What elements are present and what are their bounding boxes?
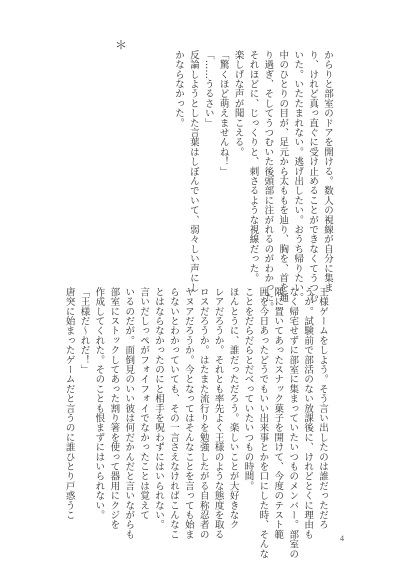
text-line: いるのだが。面倒見のいい彼は何だかんだと言いながらも [123,287,135,540]
text-line: かならなかった。 [172,50,184,128]
text-line: らないとわかっていても、その一言さえなければこんなこ [167,287,179,540]
text-line: 「王様だ〜れだ！」 [78,287,90,375]
bottom-passage [61,287,329,559]
section-break-mark: ＊ [114,38,127,52]
text-line: 隅に置いてあったスナック菓子を開けて、今度のテスト範 [272,287,284,540]
text-line: ことをだらだらとだべっていたいつもの時間。 [242,287,254,491]
text-line: 中のひとりの目が、足元から太ももを辿り、胸を、首を通 [277,50,289,303]
text-line: 囲を今日あったどうでもいい出来事とかを口にした時、そんな [257,287,269,559]
text-line: なく帰宅せずに部室に集まっていたいつものメンバー。部室の [287,287,299,559]
text-line: 言いだしっぺがフォイフォイでなかったことは覚えて [138,287,150,520]
text-line: からりと部室のドアを開ける。数人の視線が自分に集ま [322,50,333,293]
text-line: 楽しげな声が聞こえる。 [232,50,244,157]
text-line: 作成してくれた。そのことも恨まずにはいられない。 [93,287,105,520]
text-line: いた。いたたまれない。逃げ出したい。おうち帰りたい。 [292,50,304,303]
text-line: 王様ゲームをしよう。そう言い出したのは誰だっただろ [317,287,328,530]
text-line: レアだろうか。それとも率先よく王様のような態度を取る [212,287,224,540]
text-line: うか。試験前で部活のない放課後に、けれどとくに理由も [302,287,314,540]
text-line: ヤヌアだろうか。今となってはそんなことを言っても始ま [182,287,194,540]
text-line: 部室にストックしてあった割り箸を使って器用にクジを [108,287,120,530]
text-line: ロスだろうか。はたまた流行りを勉強したがる自称忍者の [197,287,209,540]
text-line: ほんとうに、誰だっただろう。楽しいことが大好きなク [227,287,239,530]
text-line: それほどに、じっくりと、刺さるような視線だった。 [247,50,259,283]
text-line: 唐突に始まったゲームだと言うのに誰ひとり戸惑うこ [63,287,75,520]
text-line: 反論しようとした言葉はしぼんでいて、弱々しい声にし [187,50,199,293]
text-line: り過ぎ、そしてうつむいた後頭部に注がれるのがわかった。 [262,50,274,312]
top-passage [170,50,334,312]
text-line: り、けれど真っ直ぐに受け止めることができなくてうつむ [307,50,319,303]
text-line: 「驚くほど萌えませんね！」 [217,50,229,177]
page-number: 4 [340,534,344,543]
text-line: 「……うるさい」 [202,50,214,128]
text-line: とはならなかったのにと相手を呪わずにはいられない。 [153,287,165,530]
